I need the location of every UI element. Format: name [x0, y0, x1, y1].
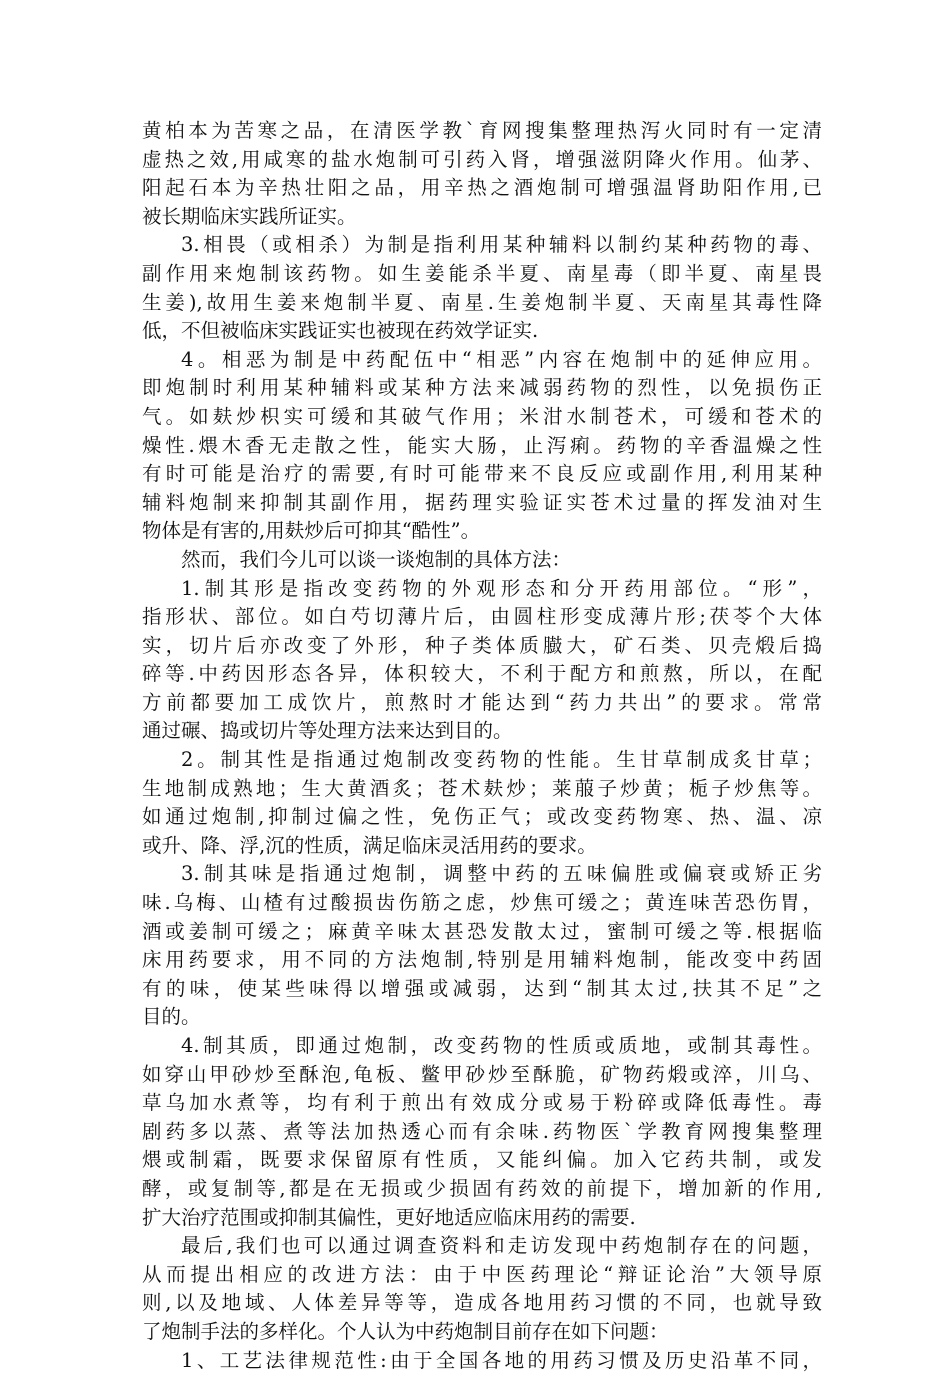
text-line: 了炮制手法的多样化。个人认为中药炮制目前存在如下问题：: [142, 1319, 669, 1343]
text-line: 低，不但被临床实践证实也被现在药效学证实.: [142, 319, 539, 343]
text-line: 酵，或复制等,都是在无损或少损固有药效的前提下，增加新的作用,: [142, 1176, 822, 1200]
text-line: 煨或制霜，既要求保留原有性质，又能纠偏。加入它药共制，或发: [142, 1148, 822, 1172]
text-line: 从而提出相应的改进方法：由于中医药理论“辩证论治”大领导原: [142, 1262, 822, 1286]
text-line: 黄柏本为苦寒之品，在清医学教`育网搜集整理热泻火同时有一定清: [142, 119, 822, 142]
paragraph-first-line: 3.相畏（或相杀）为制是指利用某种辅料以制约某种药物的毒、: [181, 233, 822, 257]
text-line: 燥性.煨木香无走散之性，能实大肠，止泻痢。药物的辛香温燥之性: [142, 433, 822, 457]
text-line: 虚热之效,用咸寒的盐水炮制可引药入肾，增强滋阴降火作用。仙茅、: [142, 147, 822, 171]
text-line: 碎等.中药因形态各异，体积较大，不利于配方和煎熬，所以，在配: [142, 662, 822, 686]
text-line: 酒或姜制可缓之；麻黄辛味太甚恐发散太过，蜜制可缓之等.根据临: [142, 919, 822, 943]
text-line: 指形状、部位。如白芍切薄片后，由圆柱形变成薄片形;茯苓个大体: [142, 605, 822, 629]
text-line: 辅料炮制来抑制其副作用，据药理实验证实苍术过量的挥发油对生: [142, 490, 822, 514]
text-line: 即炮制时利用某种辅料或某种方法来减弱药物的烈性，以免损伤正: [142, 376, 822, 400]
text-line: 床用药要求，用不同的方法炮制,特别是用辅料炮制，能改变中药固: [142, 948, 822, 972]
text-line: 扩大治疗范围或抑制其偏性，更好地适应临床用药的需要.: [142, 1205, 636, 1229]
text-line: 气。如麸炒枳实可缓和其破气作用；米泔水制苍术，可缓和苍术的: [142, 404, 822, 428]
text-line: 物体是有害的,用麸炒后可抑其“酷性”。: [142, 519, 481, 543]
text-line: 有时可能是治疗的需要,有时可能带来不良反应或副作用,利用某种: [142, 462, 822, 486]
text-line: 如通过炮制,抑制过偏之性，免伤正气；或改变药物寒、热、温、凉: [142, 805, 822, 829]
text-line: 或升、降、浮,沉的性质，满足临床灵活用药的要求。: [142, 833, 597, 857]
text-line: 阳起石本为辛热壮阳之品，用辛热之酒炮制可增强温肾助阳作用,已: [142, 176, 822, 200]
text-line: 被长期临床实践所证实。: [142, 204, 357, 228]
text-line: 如穿山甲砂炒至酥泡,龟板、鳖甲砂炒至酥脆，矿物药煅或淬，川乌、: [142, 1062, 822, 1086]
text-line: 则,以及地域、人体差异等等，造成各地用药习惯的不同，也就导致: [142, 1291, 822, 1315]
text-line: 生姜),故用生姜来炮制半夏、南星.生姜炮制半夏、天南星其毒性降: [142, 290, 822, 314]
paragraph-first-line: 1.制其形是指改变药物的外观形态和分开药用部位。“形”，: [181, 576, 822, 600]
text-line: 生地制成熟地；生大黄酒炙；苍术麸炒；莱菔子炒黄；栀子炒焦等。: [142, 776, 822, 800]
body-text: [142, 117, 822, 1375]
paragraph-first-line: 1、工艺法律规范性:由于全国各地的用药习惯及历史沿革不同，: [181, 1348, 822, 1372]
text-line: 通过碾、捣或切片等处理方法来达到目的。: [142, 719, 513, 743]
text-line: 剧药多以蒸、煮等法加热透心而有余味.药物医`学教育网搜集整理: [142, 1119, 822, 1143]
text-line: 味.乌梅、山楂有过酸损齿伤筋之虑，炒焦可缓之；黄连味苦恐伤胃，: [142, 891, 822, 915]
paragraph-first-line: 然而，我们今儿可以谈一谈炮制的具体方法：: [181, 547, 572, 571]
text-line: 有的味，使某些味得以增强或减弱，达到“制其太过,扶其不足”之: [142, 976, 822, 1000]
paragraph-first-line: 2。制其性是指通过炮制改变药物的性能。生甘草制成炙甘草；: [181, 748, 822, 772]
paragraph-first-line: 4.制其质，即通过炮制，改变药物的性质或质地，或制其毒性。: [181, 1034, 822, 1057]
paragraph-first-line: 4。相恶为制是中药配伍中“相恶”内容在炮制中的延伸应用。: [181, 347, 822, 371]
paragraph-first-line: 最后,我们也可以通过调查资料和走访发现中药炮制存在的问题，: [181, 1234, 822, 1258]
text-line: 草乌加水煮等，均有利于煎出有效成分或易于粉碎或降低毒性。毒: [142, 1091, 822, 1115]
text-line: 副作用来炮制该药物。如生姜能杀半夏、南星毒（即半夏、南星畏: [142, 261, 822, 285]
text-line: 目的。: [142, 1005, 201, 1029]
text-line: 实，切片后亦改变了外形，种子类体质臌大，矿石类、贝壳煅后捣: [142, 633, 822, 657]
paragraph-first-line: 3.制其味是指通过炮制，调整中药的五味偏胜或偏衰或矫正劣: [181, 862, 822, 886]
text-line: 方前都要加工成饮片，煎熬时才能达到“药力共出”的要求。常常: [142, 690, 822, 714]
